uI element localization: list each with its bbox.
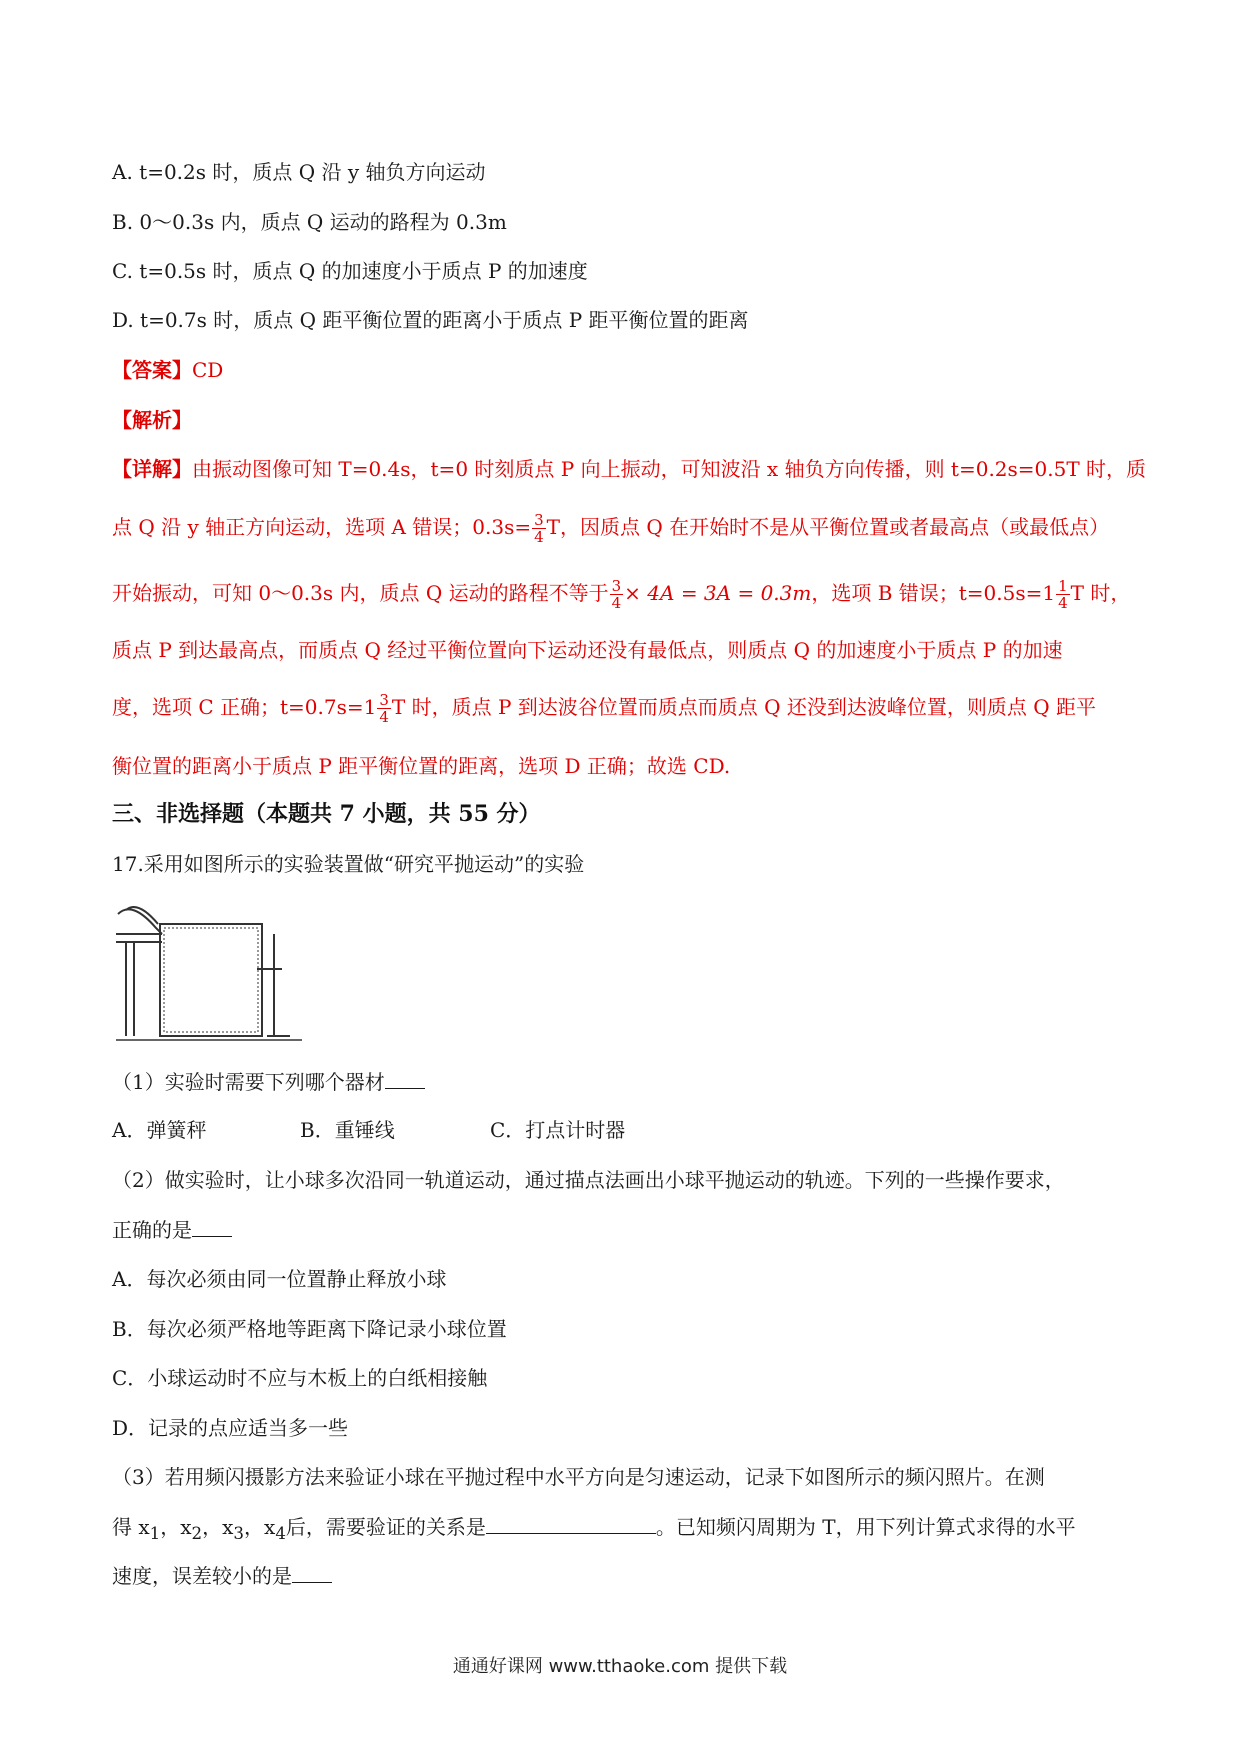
subscript-1: 1 bbox=[149, 1524, 161, 1543]
subscript-4: 4 bbox=[275, 1524, 286, 1543]
q17-part1-text: （1）实验时需要下列哪个器材 bbox=[112, 1070, 385, 1094]
frac-den: 4 bbox=[379, 708, 389, 726]
analysis-label: 【解析】 bbox=[112, 408, 192, 432]
q17-p2-option-a: A．每次必须由同一位置静止释放小球 bbox=[112, 1267, 447, 1291]
q17-part2-text: 正确的是 bbox=[112, 1218, 192, 1242]
detail-text-2b: T，因质点 Q 在开始时不是从平衡位置或者最高点（或最低点） bbox=[546, 515, 1110, 539]
frac-num: 1 bbox=[1058, 577, 1068, 595]
detail-text-3b: ，选项 B 错误；t=0.5s=1 bbox=[811, 581, 1056, 605]
fraction-3-4 bbox=[532, 512, 546, 545]
answer-blank-3[interactable] bbox=[486, 1513, 656, 1534]
option-d-prev: D. t=0.7s 时，质点 Q 距平衡位置的距离小于质点 P 距平衡位置的距离 bbox=[112, 308, 749, 332]
subscript-2: 2 bbox=[191, 1524, 203, 1543]
detail-text-3a: 开始振动，可知 0～0.3s 内，质点 Q 运动的路程不等于 bbox=[112, 581, 609, 605]
q17-part2-line1: （2）做实验时，让小球多次沿同一轨道运动，通过描点法画出小球平抛运动的轨迹。下列的一些操作要求， bbox=[112, 1168, 1065, 1192]
q17-p3-sep-3: ，x bbox=[244, 1515, 276, 1539]
frac-num: 3 bbox=[611, 577, 622, 595]
q17-p3-text-b: 后，需要验证的关系是 bbox=[285, 1515, 486, 1539]
detail-line-1 bbox=[112, 455, 1147, 483]
q17-p3-text-d: 速度，误差较小的是 bbox=[112, 1564, 292, 1588]
answer-label: 【答案】 bbox=[112, 358, 192, 382]
q17-p3-sep-1: ，x bbox=[160, 1515, 192, 1539]
q17-p3-text-c: 。已知频闪周期为 T，用下列计算式求得的水平 bbox=[655, 1515, 1076, 1539]
fraction-1-4 bbox=[1056, 578, 1070, 611]
detail-text-1: 由振动图像可知 T=0.4s，t=0 时刻质点 P 向上振动，可知波沿 x 轴负方向传播，则 t=0.2s=0.5T 时，质 bbox=[192, 457, 1147, 481]
answer-line bbox=[112, 356, 1142, 384]
answer-value: CD bbox=[192, 358, 224, 382]
detail-line-3 bbox=[112, 578, 1142, 611]
detail-text-5b: T 时，质点 P 到达波谷位置而质点而质点 Q 还没到达波峰位置，则质点 Q 距平 bbox=[391, 695, 1097, 719]
q17-p3-text-a: 得 x bbox=[112, 1515, 150, 1539]
q17-p2-option-b: B．每次必须严格地等距离下降记录小球位置 bbox=[112, 1317, 507, 1341]
subscript-3: 3 bbox=[233, 1524, 245, 1543]
option-a-prev: A. t=0.2s 时，质点 Q 沿 y 轴负方向运动 bbox=[112, 160, 486, 184]
fraction-3-4b bbox=[610, 578, 624, 611]
detail-text-3c: T 时， bbox=[1070, 581, 1131, 605]
q17-part1 bbox=[112, 1068, 1142, 1096]
apparatus-figure bbox=[112, 894, 312, 1048]
detail-label: 【详解】 bbox=[112, 457, 192, 481]
frac-num: 3 bbox=[534, 511, 544, 529]
detail-line-4: 质点 P 到达最高点，而质点 Q 经过平衡位置向下运动还没有最低点，则质点 Q 的加速度小于质点 P 的加速 bbox=[112, 638, 1063, 662]
detail-text-5a: 度，选项 C 正确；t=0.7s=1 bbox=[112, 695, 377, 719]
q17-stem: 17.采用如图所示的实验装置做“研究平抛运动”的实验 bbox=[112, 852, 585, 876]
q17-p3-sep-2: ，x bbox=[202, 1515, 234, 1539]
q17-part3-line2 bbox=[112, 1513, 1142, 1548]
detail-text-2a: 点 Q 沿 y 轴正方向运动，选项 A 错误；0.3s= bbox=[112, 515, 532, 539]
fraction-3-4c bbox=[377, 692, 391, 725]
option-c-prev: C. t=0.5s 时，质点 Q 的加速度小于质点 P 的加速度 bbox=[112, 259, 588, 283]
page-footer: 通通好课网 www.tthaoke.com 提供下载 bbox=[452, 1656, 788, 1677]
frac-num: 3 bbox=[379, 691, 389, 709]
q17-part3-line1: （3）若用频闪摄影方法来验证小球在平抛过程中水平方向是匀速运动，记录下如图所示的频闪照片。在测 bbox=[112, 1465, 1045, 1489]
q17-p2-option-c: C．小球运动时不应与木板上的白纸相接触 bbox=[112, 1366, 488, 1390]
answer-blank-2[interactable] bbox=[192, 1216, 232, 1237]
q17-part2-line2 bbox=[112, 1216, 1142, 1244]
q17-p1-option-c: C．打点计时器 bbox=[490, 1118, 626, 1142]
q17-p2-option-d: D．记录的点应适当多一些 bbox=[112, 1416, 349, 1440]
q17-p1-option-b: B．重锤线 bbox=[300, 1118, 395, 1142]
section-title: 三、非选择题（本题共 7 小题，共 55 分） bbox=[112, 801, 541, 827]
q17-part3-line3 bbox=[112, 1562, 1142, 1590]
detail-math-3: × 4A = 3A = 0.3m bbox=[624, 581, 812, 605]
detail-line-6: 衡位置的距离小于质点 P 距平衡位置的距离，选项 D 正确；故选 CD. bbox=[112, 754, 731, 778]
answer-blank-4[interactable] bbox=[292, 1562, 332, 1583]
frac-den: 4 bbox=[611, 594, 622, 612]
option-b-prev: B. 0～0.3s 内，质点 Q 运动的路程为 0.3m bbox=[112, 210, 507, 234]
frac-den: 4 bbox=[534, 528, 544, 546]
answer-blank-1[interactable] bbox=[385, 1068, 425, 1089]
q17-part1-options bbox=[112, 1116, 1142, 1144]
detail-line-5 bbox=[112, 692, 1142, 725]
q17-p1-option-a: A．弹簧秤 bbox=[112, 1118, 207, 1142]
detail-line-2 bbox=[112, 512, 1142, 545]
frac-den: 4 bbox=[1058, 594, 1068, 612]
